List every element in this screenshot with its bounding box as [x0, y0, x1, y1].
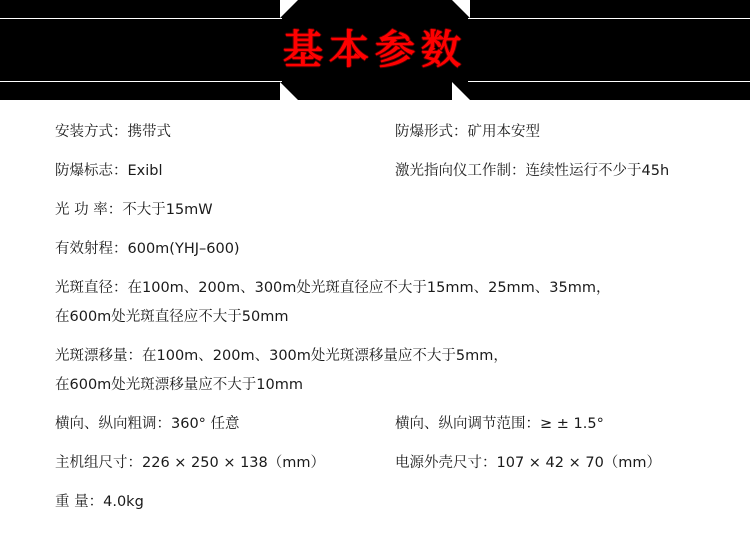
spec-effective-range: 有效射程：600m(YHJ–600)	[55, 241, 240, 258]
spec-spot-diameter-continued: 在600m处光斑直径应不大于50mm	[55, 309, 289, 326]
spec-row	[0, 200, 750, 221]
spec-main-unit-dimensions: 主机组尺寸：226 × 250 × 138（mm）	[55, 455, 326, 472]
spec-explosion-proof-mark: 防爆标志：Exibl	[55, 163, 163, 180]
spec-row	[0, 453, 750, 474]
spec-row	[0, 239, 750, 260]
spec-adjustment-range: 横向、纵向调节范围：≥ ± 1.5°	[395, 416, 604, 433]
spec-spot-drift: 光斑漂移量：在100m、200m、300m处光斑漂移量应不大于5mm，	[55, 348, 508, 365]
spec-optical-power: 光 功 率：不大于15mW	[55, 202, 213, 219]
spec-weight: 重 量：4.0kg	[55, 494, 144, 511]
specifications-list	[0, 100, 750, 513]
spec-row	[0, 414, 750, 435]
spec-install-method: 安装方式：携带式	[55, 124, 171, 140]
spec-row	[0, 161, 750, 182]
spec-row	[0, 346, 750, 367]
spec-duty-cycle: 激光指向仪工作制：连续性运行不少于45h	[395, 163, 670, 180]
spec-coarse-adjustment: 横向、纵向粗调：360° 任意	[55, 416, 240, 433]
spec-spot-drift-continued: 在600m处光斑漂移量应不大于10mm	[55, 377, 303, 394]
banner-title-wrap	[0, 0, 750, 100]
spec-row	[0, 492, 750, 513]
spec-explosion-proof-type: 防爆形式：矿用本安型	[395, 124, 540, 140]
header-banner	[0, 0, 750, 100]
spec-row	[0, 278, 750, 299]
spec-power-supply-dimensions: 电源外壳尺寸：107 × 42 × 70（mm）	[395, 455, 662, 472]
spec-spot-diameter: 光斑直径：在100m、200m、300m处光斑直径应不大于15mm、25mm、35mm，	[55, 280, 611, 297]
spec-row	[0, 122, 750, 143]
page-title: 基本参数	[283, 27, 467, 73]
